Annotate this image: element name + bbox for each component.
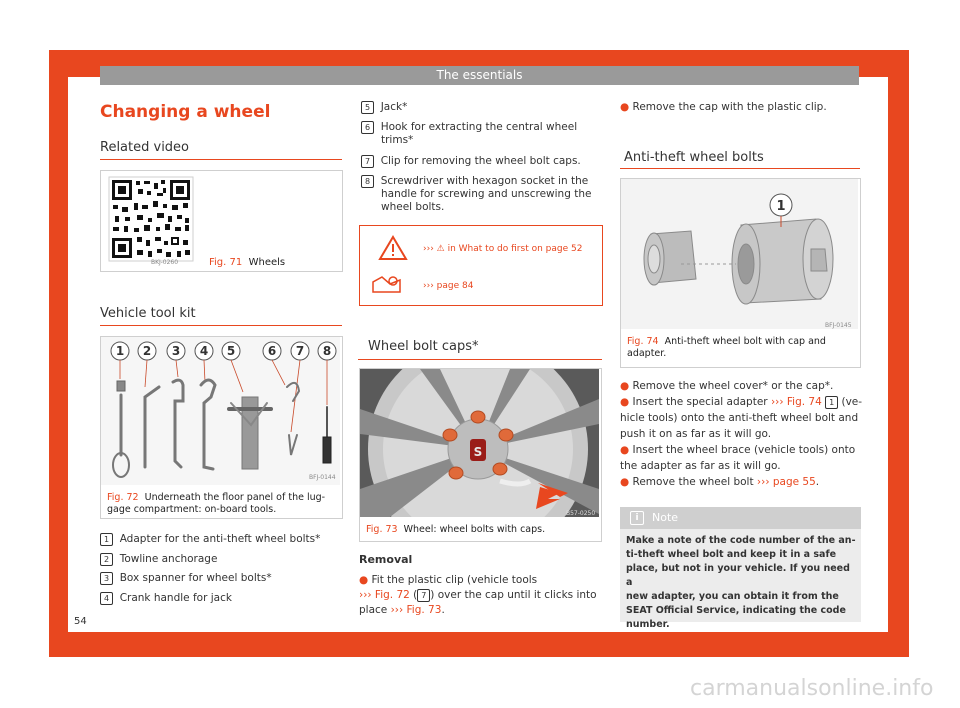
fig-74-link[interactable]: ››› Fig. 74 [770,396,822,408]
list-item: 8 Screwdriver with hexagon socket in the handle for screwing and unscrewing the wheel bolts. [361,175,601,214]
environment-icon [370,272,404,296]
svg-text:4: 4 [199,344,209,358]
figure-caption-text: Wheels [248,257,286,268]
svg-text:7: 7 [295,344,305,358]
info-icon: i [630,511,644,525]
tool-kit-image [101,337,340,485]
figure-caption [366,524,545,536]
figure-74 [620,178,861,368]
figure-caption [107,492,337,516]
figure-71 [100,170,343,272]
page-header: The essentials [100,66,859,85]
figure-caption: Fig. 74 Anti-theft wheel bolt with cap and adapter. [627,336,826,359]
list-item: 4 Crank handle for jack [100,592,232,605]
removal-heading: Removal [359,553,413,566]
section-title-anti-theft: Anti-theft wheel bolts [624,150,764,165]
figure-number: Fig. 74 [627,336,659,347]
svg-text:6: 6 [267,344,277,358]
figure-number: Fig. 72 [107,492,139,503]
list-item: 5 Jack* [361,101,407,114]
page-number: 54 [74,616,87,627]
list-item: 3 Box spanner for wheel bolts* [100,572,272,585]
list-item: 7 Clip for removing the wheel bolt caps. [361,155,581,168]
warning-link[interactable]: ››› ⚠ in What to do first on page 52 [423,244,583,254]
figure-code: BFJ-0144 [309,474,336,481]
fig-73-link[interactable]: ››› Fig. 73 [390,604,442,616]
figure-number: Fig. 71 [209,257,243,268]
svg-text:S: S [473,445,483,459]
note-text: Make a note of the code number of the an- ti-theft wheel bolt and keep it in a safe place, but not in your vehicle. If you need a new adapter, you can obtain it from the SEAT Official Service, indicating the code number. [626,535,856,630]
watermark: carmanualsonline.info [690,676,934,701]
list-item: 2 Towline anchorage [100,553,217,566]
list-item: 1 Adapter for the anti-theft wheel bolts* [100,533,320,546]
heading-rule [100,159,342,160]
step-remove-cap: ● Remove the cap with the plastic clip. [620,101,827,113]
svg-text:2: 2 [142,344,152,358]
section-title-tool-kit: Vehicle tool kit [100,306,196,321]
qr-code-image [101,171,196,271]
related-video-heading: Related video [100,140,190,155]
svg-text:8: 8 [322,344,332,358]
heading-rule [358,359,602,360]
svg-text:1: 1 [776,199,786,214]
figure-caption-text: Wheel: wheel bolts with caps. [403,524,546,535]
figure-caption [209,257,285,269]
svg-text:3: 3 [171,344,181,358]
heading-rule [620,168,860,169]
section-title-wheel-bolt-caps: Wheel bolt caps* [368,339,479,354]
list-item: 6 Hook for extracting the central wheel trims* [361,121,601,147]
anti-theft-steps: ● Remove the wheel cover* or the cap*. ● Insert the special adapter ››› Fig. 74 1 (ve- hicle tools) onto the anti-theft wheel bolt and push it on as far as it will go. ● Insert the wheel brace (vehicle tools) onto the adapter as far as it will go. ● Remove the wheel bolt ››› page 55. [620,380,863,488]
figure-code: B57-0250 [566,510,596,517]
section-title-changing-wheel: Changing a wheel [100,102,271,122]
warning-triangle-icon [378,234,408,262]
note-title: Note [652,511,679,524]
note-box [620,507,861,630]
figure-caption-line-2: gage compartment: on-board tools. [107,504,277,515]
svg-text:5: 5 [226,344,236,358]
figure-code: BFJ-0145 [825,322,852,329]
warning-box [359,225,603,306]
anti-theft-bolt-image [621,179,858,329]
figure-caption-line-1: Underneath the floor panel of the lug- [144,492,326,503]
heading-rule [100,325,342,326]
page-55-link[interactable]: ››› page 55 [756,476,816,488]
wheel-image [360,369,599,517]
fig-72-link[interactable]: ››› Fig. 72 [359,589,414,601]
figure-code: BKJ-0260 [151,259,179,266]
page-link[interactable]: ››› page 84 [423,281,474,291]
removal-instruction: ● Fit the plastic clip (vehicle tools ››› Fig. 72 ( 7 ) over the cap until it clicks into place ››› Fig. 73. [359,574,597,616]
figure-72 [100,336,343,519]
svg-text:1: 1 [115,344,125,358]
figure-73 [359,368,602,542]
figure-number: Fig. 73 [366,524,398,535]
